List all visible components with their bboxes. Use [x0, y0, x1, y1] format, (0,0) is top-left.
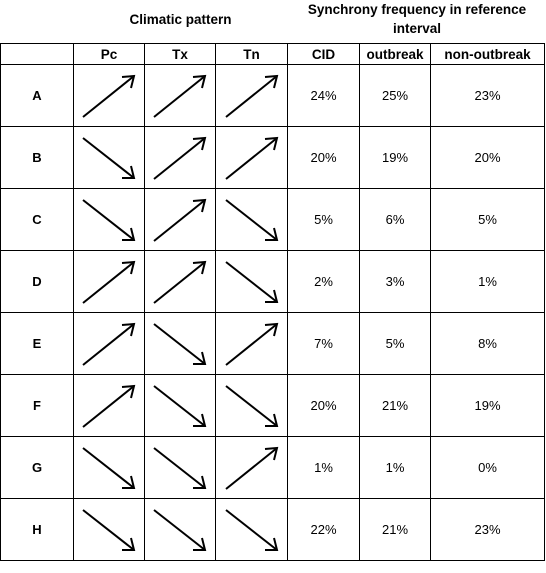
column-header-row — [1, 44, 545, 65]
tn-trend-cell — [216, 437, 288, 499]
non-outbreak-value: 8% — [431, 313, 545, 375]
non-outbreak-value: 23% — [431, 65, 545, 127]
arrow-down-right-icon — [222, 507, 282, 553]
non-outbreak-value: 20% — [431, 127, 545, 189]
row-label: H — [1, 499, 74, 561]
cid-value: 2% — [288, 251, 360, 313]
non-outbreak-value: 1% — [431, 251, 545, 313]
arrow-up-right-icon — [222, 321, 282, 367]
table-row — [1, 375, 545, 437]
row-label: C — [1, 189, 74, 251]
row-label: E — [1, 313, 74, 375]
pc-trend-cell — [74, 375, 145, 437]
cid-value: 20% — [288, 127, 360, 189]
row-label: A — [1, 65, 74, 127]
non-outbreak-value: 5% — [431, 189, 545, 251]
arrow-up-right-icon — [150, 135, 210, 181]
column-header-blank — [1, 44, 74, 65]
arrow-up-right-icon — [79, 383, 139, 429]
column-header-pc: Pc — [74, 44, 145, 65]
arrow-down-right-icon — [79, 507, 139, 553]
table-row — [1, 127, 545, 189]
cid-value: 7% — [288, 313, 360, 375]
arrow-down-right-icon — [222, 197, 282, 243]
arrow-up-right-icon — [150, 259, 210, 305]
arrow-up-right-icon — [222, 445, 282, 491]
tx-trend-cell — [145, 189, 216, 251]
synchrony-frequency-header: Synchrony frequency in reference interval — [307, 2, 527, 36]
arrow-down-right-icon — [79, 445, 139, 491]
arrow-down-right-icon — [222, 383, 282, 429]
arrow-down-right-icon — [150, 507, 210, 553]
tn-trend-cell — [216, 251, 288, 313]
tx-trend-cell — [145, 127, 216, 189]
outbreak-value: 5% — [360, 313, 431, 375]
outbreak-value: 3% — [360, 251, 431, 313]
arrow-down-right-icon — [150, 445, 210, 491]
cid-value: 5% — [288, 189, 360, 251]
non-outbreak-value: 0% — [431, 437, 545, 499]
arrow-up-right-icon — [150, 73, 210, 119]
tx-trend-cell — [145, 499, 216, 561]
arrow-down-right-icon — [79, 197, 139, 243]
table-row — [1, 499, 545, 561]
row-label: D — [1, 251, 74, 313]
pc-trend-cell — [74, 313, 145, 375]
pc-trend-cell — [74, 127, 145, 189]
table-row — [1, 65, 545, 127]
column-header-outbreak: outbreak — [360, 44, 431, 65]
cid-value: 24% — [288, 65, 360, 127]
climate-synchrony-table — [0, 43, 545, 561]
tn-trend-cell — [216, 499, 288, 561]
outbreak-value: 6% — [360, 189, 431, 251]
tx-trend-cell — [145, 313, 216, 375]
outbreak-value: 25% — [360, 65, 431, 127]
tn-trend-cell — [216, 189, 288, 251]
table-row — [1, 189, 545, 251]
tx-trend-cell — [145, 375, 216, 437]
pc-trend-cell — [74, 437, 145, 499]
pc-trend-cell — [74, 189, 145, 251]
column-header-cid: CID — [288, 44, 360, 65]
pc-trend-cell — [74, 65, 145, 127]
arrow-up-right-icon — [79, 73, 139, 119]
non-outbreak-value: 19% — [431, 375, 545, 437]
arrow-up-right-icon — [150, 197, 210, 243]
table-row — [1, 251, 545, 313]
arrow-up-right-icon — [79, 321, 139, 367]
cid-value: 20% — [288, 375, 360, 437]
cid-value: 22% — [288, 499, 360, 561]
tn-trend-cell — [216, 127, 288, 189]
arrow-down-right-icon — [150, 383, 210, 429]
arrow-up-right-icon — [222, 73, 282, 119]
tn-trend-cell — [216, 313, 288, 375]
tx-trend-cell — [145, 437, 216, 499]
tx-trend-cell — [145, 251, 216, 313]
pc-trend-cell — [74, 251, 145, 313]
table-row — [1, 437, 545, 499]
row-label: G — [1, 437, 74, 499]
column-header-non-outbreak: non-outbreak — [431, 44, 545, 65]
non-outbreak-value: 23% — [431, 499, 545, 561]
outbreak-value: 1% — [360, 437, 431, 499]
arrow-down-right-icon — [150, 321, 210, 367]
row-label: B — [1, 127, 74, 189]
outbreak-value: 21% — [360, 499, 431, 561]
outbreak-value: 19% — [360, 127, 431, 189]
arrow-up-right-icon — [79, 259, 139, 305]
climatic-pattern-header: Climatic pattern — [129, 12, 232, 27]
outbreak-value: 21% — [360, 375, 431, 437]
arrow-down-right-icon — [79, 135, 139, 181]
tn-trend-cell — [216, 65, 288, 127]
table-row — [1, 313, 545, 375]
pc-trend-cell — [74, 499, 145, 561]
column-header-tn: Tn — [216, 44, 288, 65]
tn-trend-cell — [216, 375, 288, 437]
arrow-down-right-icon — [222, 259, 282, 305]
row-label: F — [1, 375, 74, 437]
cid-value: 1% — [288, 437, 360, 499]
arrow-up-right-icon — [222, 135, 282, 181]
column-header-tx: Tx — [145, 44, 216, 65]
tx-trend-cell — [145, 65, 216, 127]
